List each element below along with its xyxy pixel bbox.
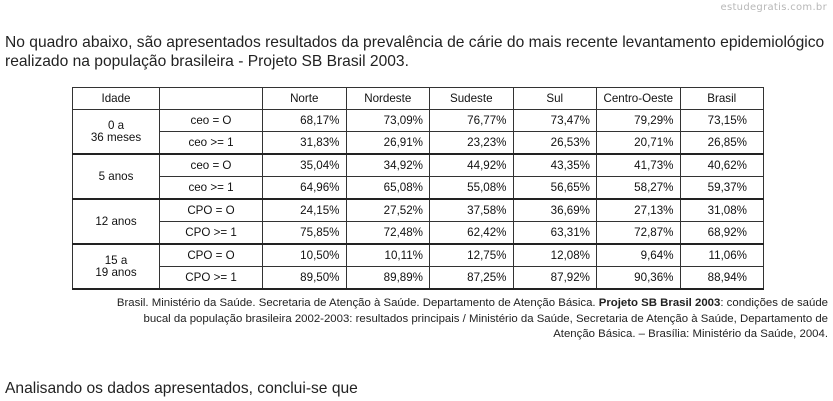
value-cell: 37,58% bbox=[430, 199, 514, 222]
value-cell: 34,92% bbox=[346, 154, 430, 177]
age-group-cell bbox=[73, 244, 160, 289]
table-row bbox=[73, 132, 764, 155]
value-cell: 44,92% bbox=[430, 154, 514, 177]
value-cell: 65,08% bbox=[346, 177, 430, 200]
value-cell: 23,23% bbox=[430, 132, 514, 155]
value-cell: 9,64% bbox=[597, 244, 681, 267]
indicator-cell: ceo = O bbox=[160, 110, 263, 132]
header-centro-oeste: Centro-Oeste bbox=[597, 88, 681, 110]
value-cell: 12,08% bbox=[513, 244, 597, 267]
value-cell: 58,27% bbox=[597, 177, 681, 200]
table-row bbox=[73, 244, 764, 267]
value-cell: 73,15% bbox=[680, 110, 764, 132]
site-watermark: estudegratis.com.br bbox=[720, 2, 827, 13]
value-cell: 10,50% bbox=[263, 244, 347, 267]
age-group-cell bbox=[73, 154, 160, 199]
indicator-cell: CPO = O bbox=[160, 199, 263, 222]
indicator-cell: CPO = O bbox=[160, 244, 263, 267]
source-citation bbox=[100, 296, 828, 343]
age-group-label-line1: 0 a bbox=[107, 118, 125, 132]
header-sudeste: Sudeste bbox=[430, 88, 514, 110]
header-nordeste: Nordeste bbox=[346, 88, 430, 110]
value-cell: 59,37% bbox=[680, 177, 764, 200]
value-cell: 26,53% bbox=[513, 132, 597, 155]
age-group-cell bbox=[73, 110, 160, 155]
caries-prevalence-table bbox=[72, 87, 764, 290]
value-cell: 63,31% bbox=[513, 222, 597, 245]
table-header-row bbox=[73, 88, 764, 110]
value-cell: 36,69% bbox=[513, 199, 597, 222]
header-indicator bbox=[160, 88, 263, 110]
value-cell: 73,09% bbox=[346, 110, 430, 132]
header-idade: Idade bbox=[73, 88, 160, 110]
table-row bbox=[73, 110, 764, 132]
value-cell: 68,17% bbox=[263, 110, 347, 132]
value-cell: 72,87% bbox=[597, 222, 681, 245]
value-cell: 73,47% bbox=[513, 110, 597, 132]
source-title: Projeto SB Brasil 2003 bbox=[598, 297, 721, 309]
value-cell: 43,35% bbox=[513, 154, 597, 177]
value-cell: 31,08% bbox=[680, 199, 764, 222]
header-norte: Norte bbox=[263, 88, 347, 110]
table-row bbox=[73, 267, 764, 290]
age-group-label-line1: 5 anos bbox=[98, 169, 134, 183]
age-group-cell bbox=[73, 199, 160, 244]
value-cell: 89,50% bbox=[263, 267, 347, 290]
value-cell: 79,29% bbox=[597, 110, 681, 132]
value-cell: 76,77% bbox=[430, 110, 514, 132]
value-cell: 87,92% bbox=[513, 267, 597, 290]
value-cell: 72,48% bbox=[346, 222, 430, 245]
intro-paragraph: No quadro abaixo, são apresentados resultados da prevalência de cárie do mais recente levantamento epidemiológico realizado na população brasileira - Projeto SB Brasil 2003. bbox=[5, 34, 825, 70]
value-cell: 24,15% bbox=[263, 199, 347, 222]
indicator-cell: ceo = O bbox=[160, 154, 263, 177]
value-cell: 56,65% bbox=[513, 177, 597, 200]
header-brasil: Brasil bbox=[680, 88, 764, 110]
indicator-cell: ceo >= 1 bbox=[160, 177, 263, 200]
value-cell: 26,85% bbox=[680, 132, 764, 155]
value-cell: 90,36% bbox=[597, 267, 681, 290]
age-group-label-line2: 19 anos bbox=[95, 265, 137, 279]
value-cell: 11,06% bbox=[680, 244, 764, 267]
table-row bbox=[73, 222, 764, 245]
table-row bbox=[73, 154, 764, 177]
age-group-label-line1: 15 a bbox=[104, 253, 128, 267]
value-cell: 41,73% bbox=[597, 154, 681, 177]
value-cell: 26,91% bbox=[346, 132, 430, 155]
indicator-cell: ceo >= 1 bbox=[160, 132, 263, 155]
value-cell: 40,62% bbox=[680, 154, 764, 177]
table-body bbox=[73, 110, 764, 290]
source-text-start: Brasil. Ministério da Saúde. Secretaria de Atenção à Saúde. Departamento de Atenção Básica. bbox=[116, 297, 599, 309]
source-text-end: : condições de saúde bucal da população brasileira 2002-2003: resultados principais / Ministério da Saúde, Secretaria de Atenção à Saúde, Departamento de Atenção Básica. – Brasília: Ministério da Saúde, 2004. bbox=[143, 297, 828, 340]
value-cell: 62,42% bbox=[430, 222, 514, 245]
value-cell: 87,25% bbox=[430, 267, 514, 290]
value-cell: 89,89% bbox=[346, 267, 430, 290]
value-cell: 64,96% bbox=[263, 177, 347, 200]
age-group-label-line2: 36 meses bbox=[90, 130, 142, 144]
value-cell: 88,94% bbox=[680, 267, 764, 290]
value-cell: 20,71% bbox=[597, 132, 681, 155]
table-row bbox=[73, 199, 764, 222]
age-group-label-line1: 12 anos bbox=[95, 214, 137, 228]
indicator-cell: CPO >= 1 bbox=[160, 222, 263, 245]
value-cell: 35,04% bbox=[263, 154, 347, 177]
value-cell: 68,92% bbox=[680, 222, 764, 245]
value-cell: 75,85% bbox=[263, 222, 347, 245]
value-cell: 10,11% bbox=[346, 244, 430, 267]
value-cell: 55,08% bbox=[430, 177, 514, 200]
indicator-cell: CPO >= 1 bbox=[160, 267, 263, 290]
value-cell: 31,83% bbox=[263, 132, 347, 155]
value-cell: 27,13% bbox=[597, 199, 681, 222]
table-row bbox=[73, 177, 764, 200]
header-sul: Sul bbox=[513, 88, 597, 110]
value-cell: 12,75% bbox=[430, 244, 514, 267]
question-prompt: Analisando os dados apresentados, conclui-se que bbox=[5, 380, 358, 397]
value-cell: 27,52% bbox=[346, 199, 430, 222]
